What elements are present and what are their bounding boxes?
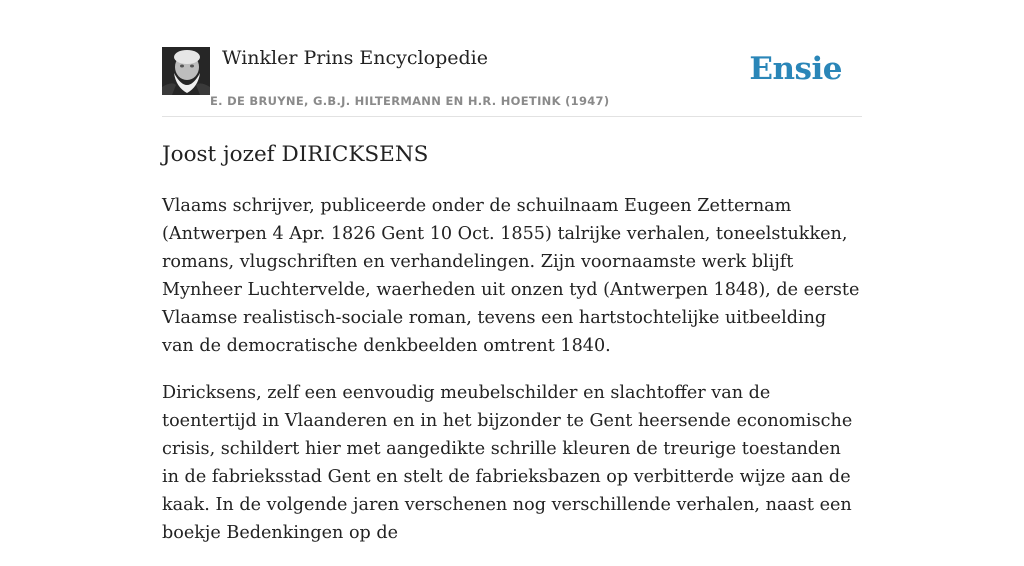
article-paragraph: Diricksens, zelf een eenvoudig meubelschilder en slachtoffer van de toentertijd in Vlaanderen en in het bijzonder te Gent heersende economische crisis, schildert hier met aangedikte schrille kleuren de treurige toestanden in de fabrieksstad Gent en stelt de fabrieksbazen op verbitterde wijze aan de kaak. In de volgende jaren verschenen nog verschillende verhalen, naast een boekje Bedenkingen op de bbox=[162, 383, 853, 543]
article-body bbox=[162, 192, 862, 566]
header bbox=[162, 0, 862, 117]
avatar[interactable] bbox=[162, 47, 210, 95]
article-title: Joost jozef DIRICKSENS bbox=[162, 142, 429, 167]
authors-byline: E. DE BRUYNE, G.B.J. HILTERMANN EN H.R. HOETINK (1947) bbox=[210, 94, 610, 108]
article-paragraph: Vlaams schrijver, publiceerde onder de schuilnaam Eugeen Zetternam (Antwerpen 4 Apr. 1826 Gent 10 Oct. 1855) talrijke verhalen, toneelstukken, romans, vlugschriften en verhandelingen. Zijn voornaamste werk blijft Mynheer Luchtervelde, waerheden uit onzen tyd (Antwerpen 1848), de eerste Vlaamse realistisch-sociale roman, tevens een hartstochtelijke uitbeelding van de democratische denkbeelden omtrent 1840. bbox=[162, 196, 860, 356]
site-title[interactable]: Winkler Prins Encyclopedie bbox=[222, 47, 488, 69]
portrait-image bbox=[162, 47, 210, 95]
content-container bbox=[162, 0, 862, 543]
brand-logo[interactable]: Ensie bbox=[749, 51, 842, 87]
